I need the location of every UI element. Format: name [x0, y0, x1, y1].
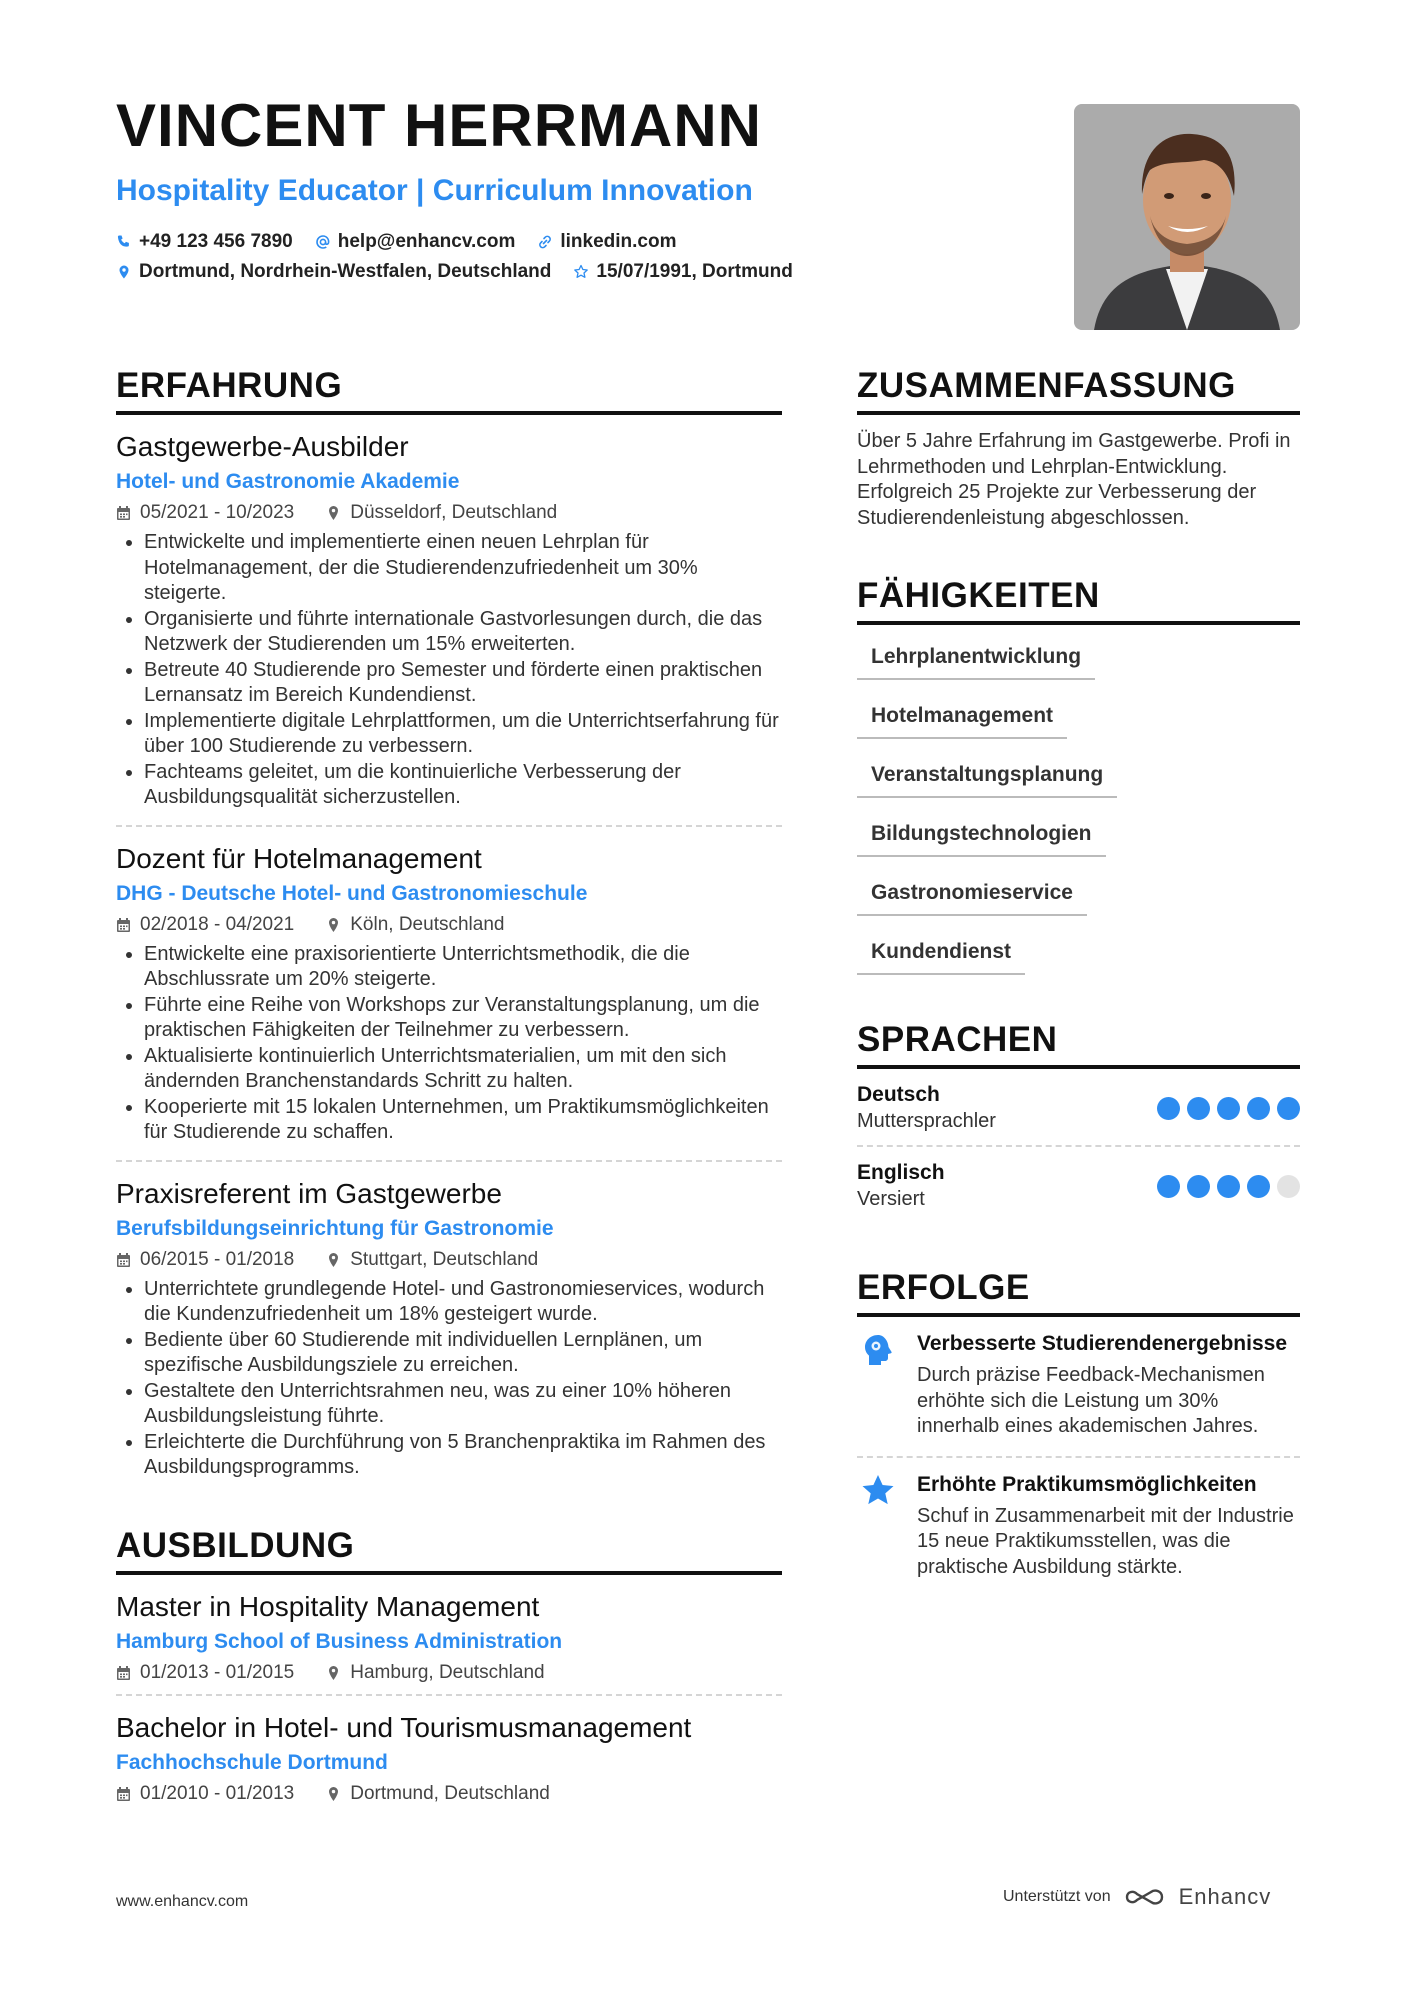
- birth-text: 15/07/1991, Dortmund: [596, 261, 793, 282]
- skill-tag: Hotelmanagement: [857, 696, 1067, 739]
- enhancv-logo-icon: [1123, 1886, 1167, 1908]
- rating-dot: [1157, 1175, 1180, 1198]
- location: [326, 1662, 544, 1684]
- date-range: [116, 1662, 294, 1684]
- summary-section-title: ZUSAMMENFASSUNG: [857, 365, 1300, 415]
- linkedin-text: linkedin.com: [560, 231, 677, 252]
- job-bullet: • Organisierte und führte internationale Gastvorlesungen durch, die das Netzwerk der Studierenden um 15% erweiterten.: [144, 607, 782, 658]
- summary-text: Über 5 Jahre Erfahrung im Gastgewerbe. Profi in Lehrmethoden und Lehrplan-Entwicklung. Erfolgreich 25 Projekte zur Verbesserung der Studierendenleistung abgeschlossen.: [857, 430, 1291, 529]
- phone-text: +49 123 456 7890: [139, 231, 293, 252]
- skill-tag: Bildungstechnologien: [857, 814, 1106, 857]
- job-company: Berufsbildungseinrichtung für Gastronomie: [116, 1216, 554, 1240]
- job-bullet: • Implementierte digitale Lehrplattformen, um die Unterrichtserfahrung für über 100 Studierende zu verbessern.: [144, 709, 782, 760]
- language-entry: [857, 1147, 1300, 1223]
- rating-dot: [1187, 1175, 1210, 1198]
- skills-section-title: FÄHIGKEITEN: [857, 575, 1300, 625]
- job-bullet: • Führte eine Reihe von Workshops zur Veranstaltungsplanung, um die praktischen Fähigkeiten der Teilnehmer zu verbessern.: [144, 993, 782, 1044]
- date-location-row: [116, 502, 782, 524]
- degree: Bachelor in Hotel- und Tourismusmanagement: [116, 1711, 692, 1743]
- rating-dot: [1217, 1097, 1240, 1120]
- achievement-entry: [857, 1458, 1300, 1597]
- achievement-description: Schuf in Zusammenarbeit mit der Industrie 15 neue Praktikumsstellen, was die praktische Ausbildung stärkte.: [917, 1504, 1294, 1578]
- language-rating: [1157, 1097, 1300, 1120]
- at-icon: [315, 234, 331, 250]
- skill-row: [857, 637, 1300, 696]
- skill-row: [857, 873, 1300, 932]
- education-list: [116, 1575, 782, 1815]
- location-text: Hamburg, Deutschland: [350, 1661, 545, 1683]
- skill-tag: Gastronomieservice: [857, 873, 1087, 916]
- date-text: 05/2021 - 10/2023: [140, 502, 295, 523]
- rating-dot: [1187, 1097, 1210, 1120]
- date-range: [116, 1249, 294, 1271]
- location: [326, 914, 504, 936]
- date-location-row: [116, 914, 782, 936]
- candidate-name: VINCENT HERRMANN: [116, 92, 762, 159]
- star-icon: [857, 1472, 899, 1581]
- job-bullet: • Unterrichtete grundlegende Hotel- und Gastronomieservices, wodurch die Kundenzufriedenheit um 18% gesteigert wurde.: [144, 1277, 782, 1328]
- footer-website[interactable]: www.enhancv.com: [116, 1893, 249, 1910]
- skill-tag: Veranstaltungsplanung: [857, 755, 1117, 798]
- location-text: Dortmund, Nordrhein-Westfalen, Deutschland: [139, 261, 552, 282]
- achievement-entry: [857, 1317, 1300, 1458]
- location-text: Dortmund, Deutschland: [350, 1782, 550, 1804]
- calendar-icon: [116, 1786, 131, 1802]
- calendar-icon: [116, 1252, 131, 1268]
- location-pin-icon: [116, 264, 132, 280]
- date-text: 01/2010 - 01/2013: [140, 1782, 295, 1804]
- date-text: 06/2015 - 01/2018: [140, 1248, 295, 1270]
- job-bullet: • Erleichterte die Durchführung von 5 Branchenpraktika im Rahmen des Ausbildungsprogramms.: [144, 1430, 782, 1481]
- language-name: Deutsch: [857, 1083, 940, 1106]
- achievements-section-title: ERFOLGE: [857, 1267, 1300, 1317]
- rating-dot: [1247, 1097, 1270, 1120]
- job-bullets: [116, 942, 782, 1146]
- location-text: Düsseldorf, Deutschland: [350, 502, 558, 523]
- location: [326, 1783, 550, 1805]
- rating-dot: [1247, 1175, 1270, 1198]
- date-location-row: [116, 1783, 782, 1805]
- date-range: [116, 1783, 294, 1805]
- location-pin-icon: [326, 1252, 341, 1268]
- contact-linkedin[interactable]: [537, 231, 676, 253]
- skill-row: [857, 755, 1300, 814]
- job-role: Dozent für Hotelmanagement: [116, 842, 482, 874]
- school: Hamburg School of Business Administration: [116, 1629, 563, 1653]
- job-bullet: • Entwickelte eine praxisorientierte Unterrichtsmethodik, die die Abschlussrate um 20% steigerte.: [144, 942, 782, 993]
- skill-row: [857, 696, 1300, 755]
- location-pin-icon: [326, 505, 341, 521]
- link-icon: [537, 234, 553, 250]
- date-location-row: [116, 1662, 782, 1684]
- contact-email[interactable]: [315, 231, 516, 253]
- skill-row: [857, 932, 1300, 991]
- date-range: [116, 502, 294, 524]
- rating-dot: [1277, 1175, 1300, 1198]
- contact-row-1: [116, 231, 677, 253]
- calendar-icon: [116, 917, 131, 933]
- job-bullet: • Bediente über 60 Studierende mit individuellen Lernplänen, um spezifische Ausbildungsziele zu erreichen.: [144, 1328, 782, 1379]
- language-name: Englisch: [857, 1161, 945, 1184]
- job-bullet: • Entwickelte und implementierte einen neuen Lehrplan für Hotelmanagement, der die Studierendenzufriedenheit um 30% steigerte.: [144, 530, 782, 607]
- education-entry: [116, 1696, 782, 1815]
- job-entry: [116, 415, 782, 827]
- rating-dot: [1157, 1097, 1180, 1120]
- education-entry: [116, 1575, 782, 1696]
- job-entry: [116, 827, 782, 1162]
- language-rating: [1157, 1175, 1300, 1198]
- contact-row-2: [116, 261, 793, 283]
- location-text: Stuttgart, Deutschland: [350, 1248, 539, 1270]
- rating-dot: [1277, 1097, 1300, 1120]
- experience-section-title: ERFAHRUNG: [116, 365, 782, 415]
- education-section-title: AUSBILDUNG: [116, 1525, 782, 1575]
- degree: Master in Hospitality Management: [116, 1590, 540, 1622]
- school: Fachhochschule Dortmund: [116, 1750, 388, 1774]
- language-level: Versiert: [857, 1188, 925, 1210]
- email-text: help@enhancv.com: [337, 231, 516, 252]
- footer-branding: [1003, 1884, 1271, 1910]
- phone-icon: [116, 234, 132, 250]
- languages-section-title: SPRACHEN: [857, 1019, 1300, 1069]
- contact-location: [116, 261, 551, 283]
- skills-list: [857, 637, 1300, 991]
- date-location-row: [116, 1249, 782, 1271]
- job-company: DHG - Deutsche Hotel- und Gastronomieschule: [116, 881, 588, 905]
- achievement-description: Durch präzise Feedback-Mechanismen erhöhte sich die Leistung um 30% innerhalb eines akademischen Jahres.: [917, 1364, 1265, 1437]
- profile-photo: [1074, 104, 1300, 330]
- achievement-body: [917, 1331, 1300, 1440]
- right-column: [857, 365, 1300, 1596]
- star-outline-icon: [573, 264, 589, 280]
- achievement-title: Erhöhte Praktikumsmöglichkeiten: [917, 1472, 1257, 1496]
- job-bullets: [116, 530, 782, 811]
- powered-by-text: Unterstützt von: [1003, 1888, 1111, 1905]
- job-bullet: • Betreute 40 Studierende pro Semester und förderte einen praktischen Lernansatz im Bereich Kundendienst.: [144, 658, 782, 709]
- location-pin-icon: [326, 1786, 341, 1802]
- skill-tag: Lehrplanentwicklung: [857, 637, 1095, 680]
- skill-tag: Kundendienst: [857, 932, 1025, 975]
- achievement-body: [917, 1472, 1300, 1581]
- job-role: Gastgewerbe-Ausbilder: [116, 431, 409, 462]
- calendar-icon: [116, 505, 131, 521]
- location-text: Köln, Deutschland: [350, 913, 505, 935]
- candidate-title: Hospitality Educator | Curriculum Innovation: [116, 174, 753, 207]
- job-company: Hotel- und Gastronomie Akademie: [116, 470, 460, 493]
- location: [326, 1249, 538, 1271]
- skill-row: [857, 814, 1300, 873]
- job-bullet: • Gestaltete den Unterrichtsrahmen neu, was zu einer 10% höheren Ausbildungsleistung führte.: [144, 1379, 782, 1430]
- job-bullets: [116, 1277, 782, 1481]
- job-role: Praxisreferent im Gastgewerbe: [116, 1177, 502, 1209]
- languages-list: [857, 1069, 1300, 1223]
- head-brain-icon: [857, 1331, 899, 1440]
- date-text: 02/2018 - 04/2021: [140, 913, 295, 935]
- location-pin-icon: [326, 1665, 341, 1681]
- job-entry: [116, 1162, 782, 1495]
- calendar-icon: [116, 1665, 131, 1681]
- brand-name: Enhancv: [1178, 1884, 1272, 1909]
- language-entry: [857, 1069, 1300, 1147]
- location-pin-icon: [326, 917, 341, 933]
- contact-birth: [573, 261, 792, 283]
- job-bullet: • Kooperierte mit 15 lokalen Unternehmen, um Praktikumsmöglichkeiten für Studierende zu schaffen.: [144, 1095, 782, 1146]
- rating-dot: [1217, 1175, 1240, 1198]
- achievement-title: Verbesserte Studierendenergebnisse: [917, 1332, 1287, 1355]
- language-info: [857, 1083, 996, 1133]
- job-bullet: • Aktualisierte kontinuierlich Unterrichtsmaterialien, um mit den sich ändernden Branchenstandards Schritt zu halten.: [144, 1044, 782, 1095]
- location: [326, 502, 557, 524]
- language-info: [857, 1161, 945, 1211]
- language-level: Muttersprachler: [857, 1110, 996, 1132]
- left-column: [116, 365, 782, 1815]
- experience-list: [116, 415, 782, 1495]
- date-range: [116, 914, 294, 936]
- achievements-list: [857, 1317, 1300, 1596]
- contact-phone: [116, 231, 293, 253]
- job-bullet: • Fachteams geleitet, um die kontinuierliche Verbesserung der Ausbildungsqualität sicherzustellen.: [144, 760, 782, 811]
- date-text: 01/2013 - 01/2015: [140, 1661, 295, 1683]
